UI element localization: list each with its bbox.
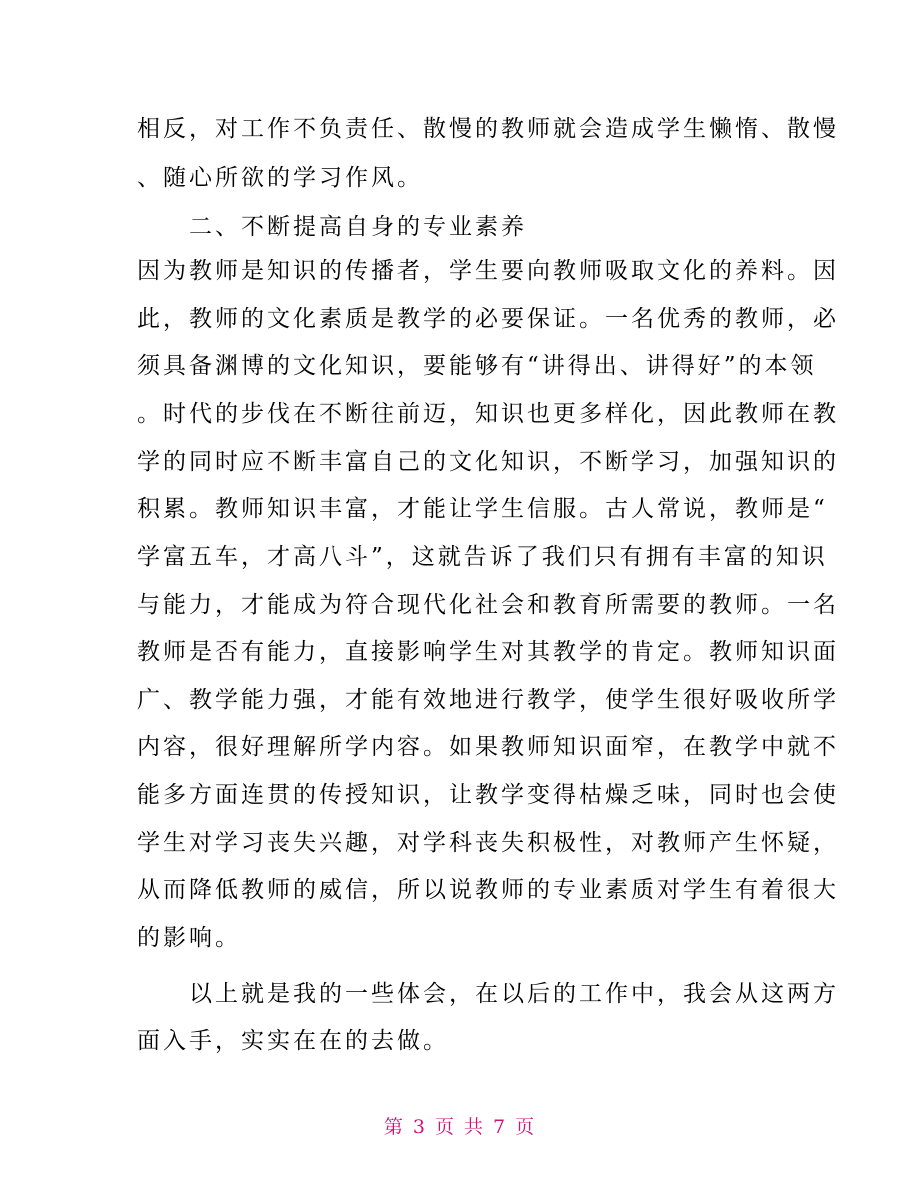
text-line: 学的同时应不断丰富自己的文化知识，不断学习，加强知识的 xyxy=(137,449,839,475)
text-line: 、随心所欲的学习作风。 xyxy=(137,165,423,191)
text-line: 。时代的步伐在不断往前迈，知识也更多样化，因此教师在教 xyxy=(137,401,839,427)
text-line: 以上就是我的一些体会，在以后的工作中，我会从这两方 xyxy=(137,981,839,1007)
text-line: 教师是否有能力，直接影响学生对其教学的肯定。教师知识面 xyxy=(137,639,839,665)
text-line: 的影响。 xyxy=(137,925,241,951)
text-line: 面入手，实实在在的去做。 xyxy=(137,1028,449,1054)
text-line: 因为教师是知识的传播者，学生要向教师吸取文化的养料。因 xyxy=(137,258,839,284)
text-line: 能多方面连贯的传授知识，让教学变得枯燥乏味，同时也会使 xyxy=(137,782,839,808)
text-line: 广、教学能力强，才能有效地进行教学，使学生很好吸收所学 xyxy=(137,687,839,713)
text-line: 须具备渊博的文化知识，要能够有“讲得出、讲得好”的本领 xyxy=(137,353,817,379)
page-number-footer: 第 3 页 共 7 页 xyxy=(383,1116,537,1138)
text-line: 学生对学习丧失兴趣，对学科丧失积极性，对教师产生怀疑， xyxy=(137,830,839,856)
text-line: 从而降低教师的威信，所以说教师的专业素质对学生有着很大 xyxy=(137,877,839,903)
text-line: 相反，对工作不负责任、散慢的教师就会造成学生懒惰、散慢 xyxy=(137,116,839,142)
text-line: 积累。教师知识丰富，才能让学生信服。古人常说，教师是“ xyxy=(137,496,828,522)
section-heading: 二、不断提高自身的专业素养 xyxy=(137,214,527,240)
text-line: 与能力，才能成为符合现代化社会和教育所需要的教师。一名 xyxy=(137,592,839,618)
text-line: 学富五车，才高八斗”，这就告诉了我们只有拥有丰富的知识 xyxy=(137,544,828,570)
text-line: 内容，很好理解所学内容。如果教师知识面窄，在教学中就不 xyxy=(137,734,839,760)
text-line: 此，教师的文化素质是教学的必要保证。一名优秀的教师，必 xyxy=(137,306,839,332)
